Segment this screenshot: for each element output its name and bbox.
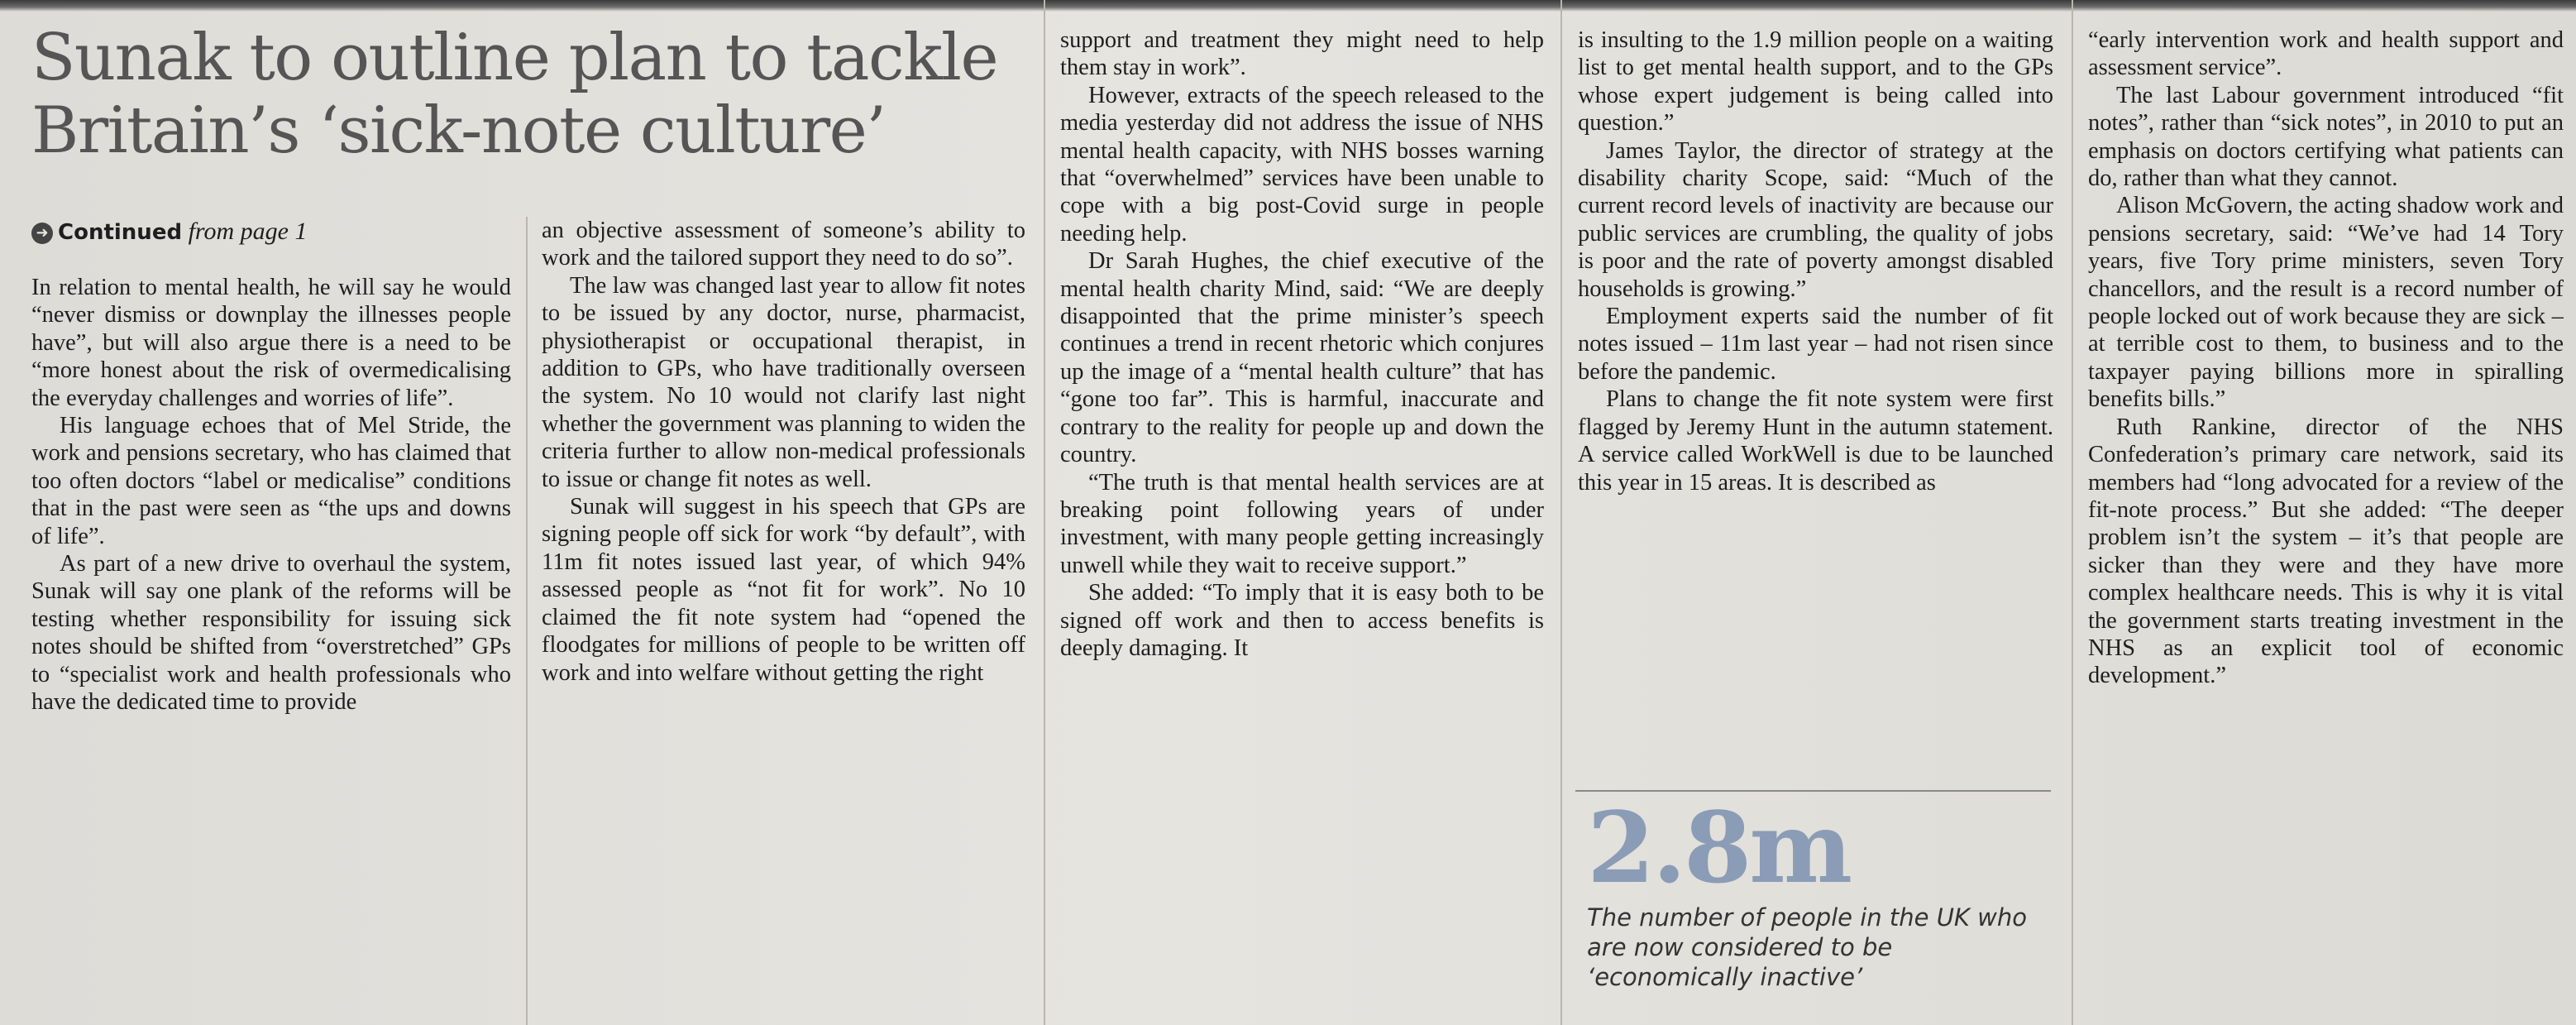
statistic-caption: The number of people in the UK who are now considered to be ‘economically inactive’	[1587, 903, 2028, 991]
paragraph: is insulting to the 1.9 million people on a waiting list to get mental health support, and to the GPs whose expert judgement is being called into question.”	[1578, 27, 2053, 137]
column-divider	[1560, 0, 1562, 1025]
column-5	[2088, 26, 2564, 1023]
paragraph: Plans to change the fit note system were first flagged by Jeremy Hunt in the autumn statement. A service called WorkWell is due to be launched this year in 15 areas. It is described as	[1578, 386, 2053, 496]
column-2	[542, 217, 1025, 1023]
column-4	[1578, 26, 2053, 779]
headline: Sunak to outline plan to tackle Britain’s ‘sick-note culture’	[31, 21, 998, 168]
paragraph: “early intervention work and health support and assessment service”.	[2088, 27, 2564, 81]
paragraph: The last Labour government introduced “fit notes”, rather than “sick notes”, in 2010 to put an emphasis on doctors certifying what patients can do, rather than what they cannot.	[2088, 82, 2564, 192]
paragraph: Sunak will suggest in his speech that GPs are signing people off sick for work “by default”, with 11m fit notes issued last year, of which 94% assessed people as “not fit for work”. No 10 claimed the fit note system had “opened the floodgates for millions of people to be written off work and into welfare without getting the right	[542, 494, 1025, 686]
statistic-figure: 2.8m	[1587, 790, 1851, 905]
paragraph: His language echoes that of Mel Stride, the work and pensions secretary, who has claimed that too often doctors “label or medicalise” conditions that in the past were seen as “the ups and downs of life”.	[31, 413, 511, 549]
paragraph: As part of a new drive to overhaul the system, Sunak will say one plank of the reforms will be testing whether responsibility for issuing sick notes should be shifted from “overstretched” GPs to “specialist work and health professionals who have the dedicated time to provide	[31, 551, 511, 716]
statistic-box	[1575, 790, 2051, 1015]
column-divider	[526, 217, 528, 1025]
continued-from: from page 1	[188, 218, 308, 245]
paragraph: “The truth is that mental health services are at breaking point following years of under investment, with many people getting increasingly unwell while they wait to receive support.”	[1060, 469, 1544, 578]
paragraph: Alison McGovern, the acting shadow work and pensions secretary, said: “We’ve had 14 Tory years, five Tory prime ministers, seven Tory chancellors, and the result is a record number of people locked out of work because they are sick – at terrible cost to them, to business and to the taxpayer paying billions more in spiralling benefits bills.”	[2088, 193, 2564, 413]
paragraph: support and treatment they might need to help them stay in work”.	[1060, 27, 1544, 81]
scan-shadow	[0, 0, 2576, 12]
paragraph: However, extracts of the speech released to the media yesterday did not address the issue of NHS mental health capacity, with NHS bosses warning that “overwhelmed” services have been unable to cope with a big post-Covid surge in people needing help.	[1060, 82, 1544, 247]
paragraph: Ruth Rankine, director of the NHS Confederation’s primary care network, said its members had “long advocated for a review of the fit-note process.” But she added: “The deeper problem isn’t the system – it’s that people are sicker than they were and they have more complex healthcare needs. This is why it is vital the government starts treating investment in the NHS as an explicit tool of economic development.”	[2088, 414, 2564, 689]
continued-label	[31, 217, 511, 247]
column-divider	[1044, 0, 1045, 1025]
column-3	[1060, 26, 1544, 1023]
paragraph: She added: “To imply that it is easy both to be signed off work and then to access benefits is deeply damaging. It	[1060, 580, 1544, 661]
paragraph: an objective assessment of someone’s ability to work and the tailored support they need to do so”.	[542, 218, 1025, 271]
paragraph: In relation to mental health, he will say he would “never dismiss or downplay the illnesses people have”, but will also argue there is a need to be “more honest about the risk of overmedicalising the everyday challenges and worries of life”.	[31, 275, 511, 411]
continued-word: Continued	[58, 220, 183, 245]
continued-arrow-icon: ➜	[31, 223, 53, 244]
paragraph: The law was changed last year to allow fit notes to be issued by any doctor, nurse, pharmacist, physiotherapist or occupational therapist, in addition to GPs, who have traditionally overseen the system. No 10 would not clarify last night whether the government was planning to widen the criteria further to allow non-medical professionals to issue or change fit notes as well.	[542, 272, 1025, 492]
column-1	[31, 217, 511, 1023]
paragraph: James Taylor, the director of strategy at the disability charity Scope, said: “Much of the current record levels of inactivity are because our public services are crumbling, the quality of jobs is poor and the rate of poverty amongst disabled households is growing.”	[1578, 137, 2053, 302]
column-divider	[2072, 0, 2073, 1025]
paragraph: Employment experts said the number of fit notes issued – 11m last year – had not risen since before the pandemic.	[1578, 304, 2053, 385]
paragraph: Dr Sarah Hughes, the chief executive of the mental health charity Mind, said: “We are deeply disappointed that the prime minister’s speech continues a trend in recent rhetoric which conjures up the image of a “mental health culture” that has “gone too far”. This is harmful, inaccurate and contrary to the reality for people up and down the country.	[1060, 248, 1544, 468]
